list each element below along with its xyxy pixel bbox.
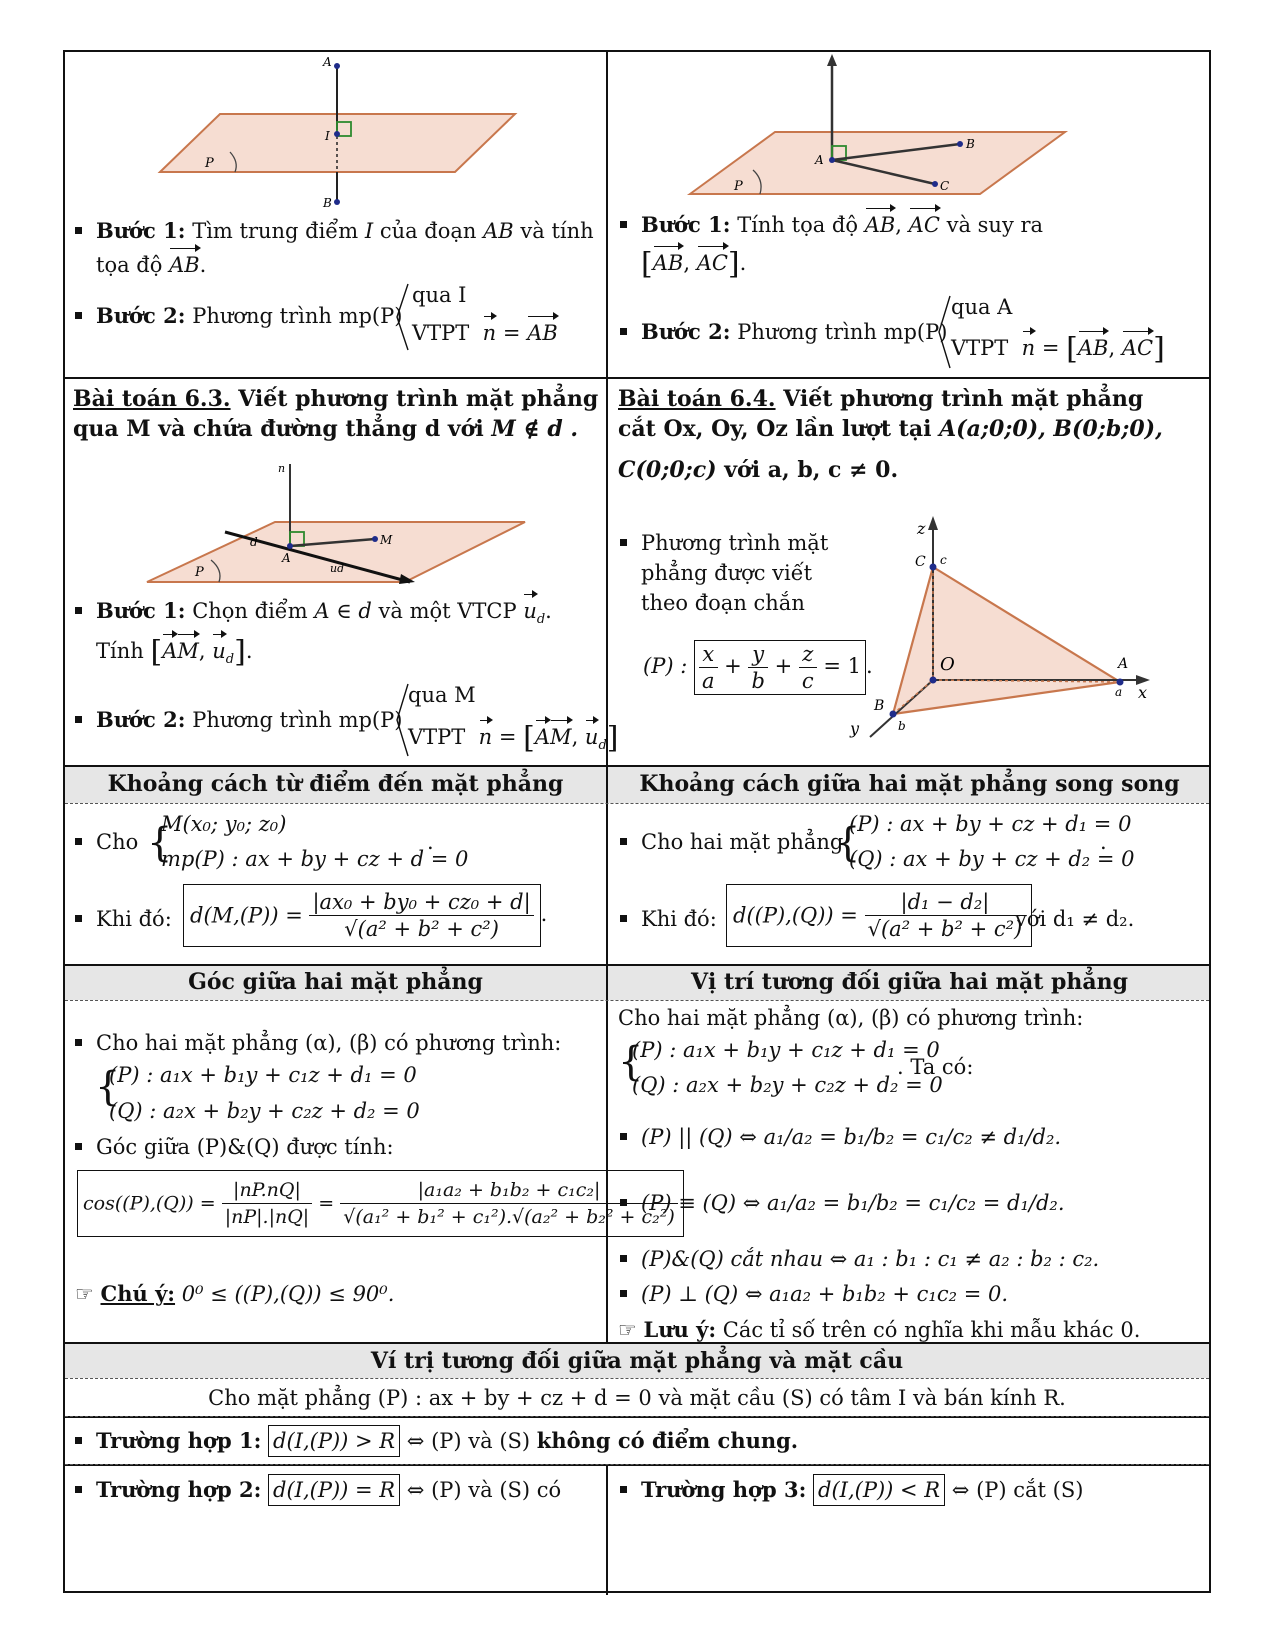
cell4-title-line2: cắt Ox, Oy, Oz lần lượt tại A(a;0;0), B(0;b;0), <box>618 416 1163 442</box>
sec1-right-voi: với d₁ ≠ d₂. <box>1015 907 1135 931</box>
cell2-qua: qua A <box>951 295 1013 319</box>
distance-formula-box: d(M,(P)) = $\frac{\text{|ax₀ + by₀ + cz₀ + d|}}{\text{√(a² + b² + c²)}}$ . <box>183 884 547 947</box>
label-B: B <box>874 698 885 714</box>
sec2-right-taco: . Ta có: <box>897 1055 974 1079</box>
cell4-title: Bài toán 6.4. Viết phương trình mặt phẳng <box>618 386 1144 412</box>
label-A: A <box>815 153 824 167</box>
sec1-right-l1: (P) : ax + by + cz + d₁ = 0 <box>849 812 1132 836</box>
cell1-step2: Bước 2: Phương trình mp(P) <box>75 301 402 331</box>
case2: Trường hợp 2: d(I,(P)) = R ⇔ (P) và (S) có <box>75 1474 561 1506</box>
sec2-chuy: ☞ Chú ý: 0⁰ ≤ ((P),(Q)) ≤ 90⁰. <box>75 1281 395 1306</box>
sec1-left-khido: Khi đó: <box>75 904 172 934</box>
plane-figure-point-line <box>65 452 605 592</box>
cell1-qua: qua I <box>412 283 467 307</box>
label-ud: ud <box>330 562 345 575</box>
sec1-right-khido: Khi đó: <box>620 904 717 934</box>
sec1-left-l2: mp(P) : ax + by + cz + d = 0 <box>161 847 469 871</box>
brace: { <box>618 1039 644 1085</box>
label-x: x <box>1138 683 1148 702</box>
brace: { <box>835 820 861 866</box>
case3: Trường hợp 3: d(I,(P)) < R ⇔ (P) cắt (S) <box>620 1474 1083 1506</box>
distance-point-plane-header: Khoảng cách từ điểm đến mặt phẳng <box>107 771 564 797</box>
label-O: O <box>940 654 955 675</box>
center-divider <box>606 52 608 1342</box>
cell3-vtpt: VTPT n = [AM, $u_d$] <box>408 720 619 756</box>
cell3-qua: qua M <box>408 683 476 707</box>
sec2-left-l2: (Q) : a₂x + b₂y + c₂z + d₂ = 0 <box>109 1099 420 1123</box>
case1: Trường hợp 1: d(I,(P)) > R ⇔ (P) và (S) không có điểm chung. <box>75 1425 798 1457</box>
cell4-bullet-l3: theo đoạn chắn <box>641 591 805 615</box>
label-z: z <box>917 519 926 538</box>
sec2-left-intro: Cho hai mặt phẳng (α), (β) có phương trình: <box>75 1028 561 1058</box>
sec2-left-goc: Góc giữa (P)&(Q) được tính: <box>75 1132 394 1162</box>
perpendicular-condition: (P) ⊥ (Q) ⇔ a₁a₂ + b₁b₂ + c₁c₂ = 0. <box>620 1279 1008 1309</box>
cell2-step2: Bước 2: Phương trình mp(P) <box>620 317 947 347</box>
label-y: y <box>850 719 860 738</box>
cell4-bullet-l2: phẳng được viết <box>641 561 813 585</box>
label-A: A <box>1118 656 1129 672</box>
cell4-title-line3: C(0;0;c) với a, b, c ≠ 0. <box>618 457 899 483</box>
distance-parallel-planes-header: Khoảng cách giữa hai mặt phẳng song song <box>639 771 1180 797</box>
label-C: C <box>915 554 926 570</box>
angle-bracket <box>395 282 409 352</box>
label-C: C <box>940 179 950 193</box>
label-P: P <box>195 565 204 580</box>
row-divider-1 <box>65 377 1209 379</box>
sec2-luuy: ☞ Lưu ý: Các tỉ số trên có nghĩa khi mẫu khác 0. <box>618 1317 1141 1342</box>
cheat-sheet: A I B P Bước 1: Tìm trung điểm I của đoạn AB và tính tọa độ AB. Bước 2: Phương trình mp(P) qua I VTPT n = AB A B C P Bước 1: Tính tọa độ AB, AC và suy ra [AB, AC]. Bước 2: Phương trình mp(P) qua A VTPT n = [AB, AC] Bài toán 6.3. Viết phương trình mặt phẳng qua M và chứa đường thẳng d với M ∉ d . n d A M ud P Bước 1: Chọn điểm A ∈ d và một VTCP $u_d$. Tính [AM, $u_d$]. Bước 2: Phương trình mp(P) qua M VTPT n = [AM, $u_d$] Bài toán 6.4. Viết phương trình mặt phẳng cắt Ox, Oy, Oz lần lượt tại A(a;0;0), B(0;b;0), C(0;0;c) với a, b, c ≠ 0. Phương trình mặt phẳng được viết theo đoạn chắn (P) : $\frac{x}{a}$ + $\frac{y}{b}$ + $\frac{z}{c}$ = 1 . z C c O A a x B b y Khoảng cách từ điểm đến mặt phẳng Khoảng cách giữa hai mặt phẳng song song Cho { M(x₀; y₀; z₀) mp(P) : ax + by + cz + d = 0 . Khi đó: d(M,(P)) = $\frac{\text{|ax₀ + by₀ + cz₀ + d|}}{\text{√(a² + b² + c²)}}$ . Cho hai mặt phẳng { (P) : ax + by + cz + d₁ = 0 (Q) : ax + by + cz + d₂ = 0 . Khi đó: d((P),(Q)) = $\frac{\text{|d₁ − d₂|}}{\text{√(a² + b² + c²)}}$ với d₁ ≠ d₂. Góc giữa hai mặt phẳng Vị trí tương đối giữa hai mặt phẳng Cho hai mặt phẳng (α), (β) có phương trình: { (P) : a₁x + b₁y + c₁z + d₁ = 0 (Q) : a₂x + b₂y + c₂z + d₂ = 0 Góc giữa (P)&(Q) được tính: cos((P),(Q)) = $\frac{|nP.nQ|}{|nP|.|nQ|}$ = $\frac{\text{|a₁a₂ + b₁b₂ + c₁c₂|}}{\text{√(a₁² + b₁² + c₁²).√(a₂² + b₂² + c₂²)}}$ ☞ Chú ý: 0⁰ ≤ ((P),(Q)) ≤ 90⁰. Cho hai mặt phẳng (α), (β) có phương trình: { (P) : a₁x + b₁y + c₁z + d₁ = 0 (Q) : a₂x + b₂y + c₂z + d₂ = 0 . Ta có: (P) || (Q) ⇔ a₁/a₂ = b₁/b₂ = c₁/c₂ ≠ d₁/d₂. (P) ≡ (Q) ⇔ a₁/a₂ = b₁/b₂ = c₁/c₂ = d₁/d₂. (P)&(Q) cắt nhau ⇔ a₁ : b₁ : c₁ ≠ a₂ : b₂ : c₂. (P) ⊥ (Q) ⇔ a₁a₂ + b₁b₂ + c₁c₂ = 0. ☞ Lưu ý: Các tỉ số trên có nghĩa khi mẫu khác 0. Ví trị tương đối giữa mặt phẳng và mặt cầu Cho mặt phẳng (P) : ax + by + cz + d = 0 và mặt cầu (S) có tâm I và bán kính R. Trường hợp 1: d(I,(P)) > R ⇔ (P) và (S) không có điểm chung. Trường hợp 2: d(I,(P)) = R ⇔ (P) và (S) có Trường hợp 3: d(I,(P)) < R ⇔ (P) cắt (S) <box>63 50 1211 1593</box>
sec2-right-l2: (Q) : a₂x + b₂y + c₂z + d₂ = 0 <box>632 1073 943 1097</box>
sec2-left-l1: (P) : a₁x + b₁y + c₁z + d₁ = 0 <box>109 1063 417 1087</box>
relative-position-header: Vị trí tương đối giữa hai mặt phẳng <box>690 969 1129 995</box>
label-a: a <box>1115 685 1123 699</box>
plane-sphere-header: Ví trị tương đối giữa mặt phẳng và mặt cầu <box>370 1348 904 1374</box>
parallel-condition: (P) || (Q) ⇔ a₁/a₂ = b₁/b₂ = c₁/c₂ ≠ d₁/d₂. <box>620 1122 1061 1152</box>
bottom-divider <box>606 1464 608 1595</box>
cell1-step1: Bước 1: Tìm trung điểm I của đoạn AB và tính <box>75 216 594 246</box>
label-B: B <box>323 196 332 210</box>
cell2-step1: Bước 1: Tính tọa độ AB, AC và suy ra <box>620 210 1043 240</box>
label-B: B <box>966 137 975 151</box>
parallel-distance-formula-box: d((P),(Q)) = $\frac{\text{|d₁ − d₂|}}{\text{√(a² + b² + c²)}}$ <box>726 884 1032 947</box>
cosine-formula-box: cos((P),(Q)) = $\frac{|nP.nQ|}{|nP|.|nQ|}$ = $\frac{\text{|a₁a₂ + b₁b₂ + c₁c₂|}}{\text{√(a₁² + b₁² + c₁²).√(a₂² + b₂² + c₂²)}}$ <box>77 1170 684 1237</box>
cell4-bullet: Phương trình mặt <box>620 528 828 558</box>
sec3-intro: Cho mặt phẳng (P) : ax + by + cz + d = 0 và mặt cầu (S) có tâm I và bán kính R. <box>208 1386 1066 1410</box>
label-A: A <box>282 551 291 565</box>
sec1-left-l1: M(x₀; y₀; z₀) <box>161 812 287 836</box>
label-d: d <box>250 535 258 549</box>
cell2-vtpt: VTPT n = [AB, AC] <box>951 331 1165 367</box>
cell2-cross: [AB, AC]. <box>641 246 747 282</box>
sec1-right-cho: Cho hai mặt phẳng <box>620 827 843 857</box>
cell3-step1-line2: Tính [AM, $u_d$]. <box>96 634 253 670</box>
label-b: b <box>898 719 906 733</box>
sec2-right-intro: Cho hai mặt phẳng (α), (β) có phương trình: <box>618 1006 1084 1030</box>
plane-figure-three-points <box>610 52 1210 212</box>
sec2-right-l1: (P) : a₁x + b₁y + c₁z + d₁ = 0 <box>632 1038 940 1062</box>
cell3-step2: Bước 2: Phương trình mp(P) <box>75 705 402 735</box>
angle-header: Góc giữa hai mặt phẳng <box>188 969 483 995</box>
brace: { <box>147 820 173 866</box>
label-M: M <box>380 533 393 547</box>
cell3-step1: Bước 1: Chọn điểm A ∈ d và một VTCP $u_d$. <box>75 596 552 635</box>
angle-bracket <box>395 682 409 758</box>
cell4-intercept-eq: (P) : $\frac{x}{a}$ + $\frac{y}{b}$ + $\frac{z}{c}$ = 1 . <box>643 642 873 693</box>
sec1-left-cho: Cho <box>75 827 138 857</box>
plane-figure-midpoint <box>65 52 605 212</box>
sec1-right-l2: (Q) : ax + by + cz + d₂ = 0 <box>849 847 1135 871</box>
cell1-step1-line2: tọa độ AB. <box>96 250 206 280</box>
cell1-vtpt: VTPT n = AB <box>412 318 558 348</box>
axes-figure <box>840 512 1210 762</box>
cell3-title: Bài toán 6.3. Viết phương trình mặt phẳng <box>73 386 599 412</box>
intersect-condition: (P)&(Q) cắt nhau ⇔ a₁ : b₁ : c₁ ≠ a₂ : b₂ : c₂. <box>620 1244 1099 1274</box>
label-P: P <box>205 156 214 171</box>
label-P: P <box>734 179 743 194</box>
angle-bracket <box>937 294 951 370</box>
label-I: I <box>325 129 330 143</box>
label-n: n <box>278 462 286 475</box>
cell3-title-line2: qua M và chứa đường thẳng d với M ∉ d . <box>73 416 579 442</box>
brace: { <box>95 1064 121 1110</box>
label-A: A <box>323 55 332 69</box>
label-c: c <box>940 553 947 567</box>
coincident-condition: (P) ≡ (Q) ⇔ a₁/a₂ = b₁/b₂ = c₁/c₂ = d₁/d₂. <box>620 1188 1065 1218</box>
